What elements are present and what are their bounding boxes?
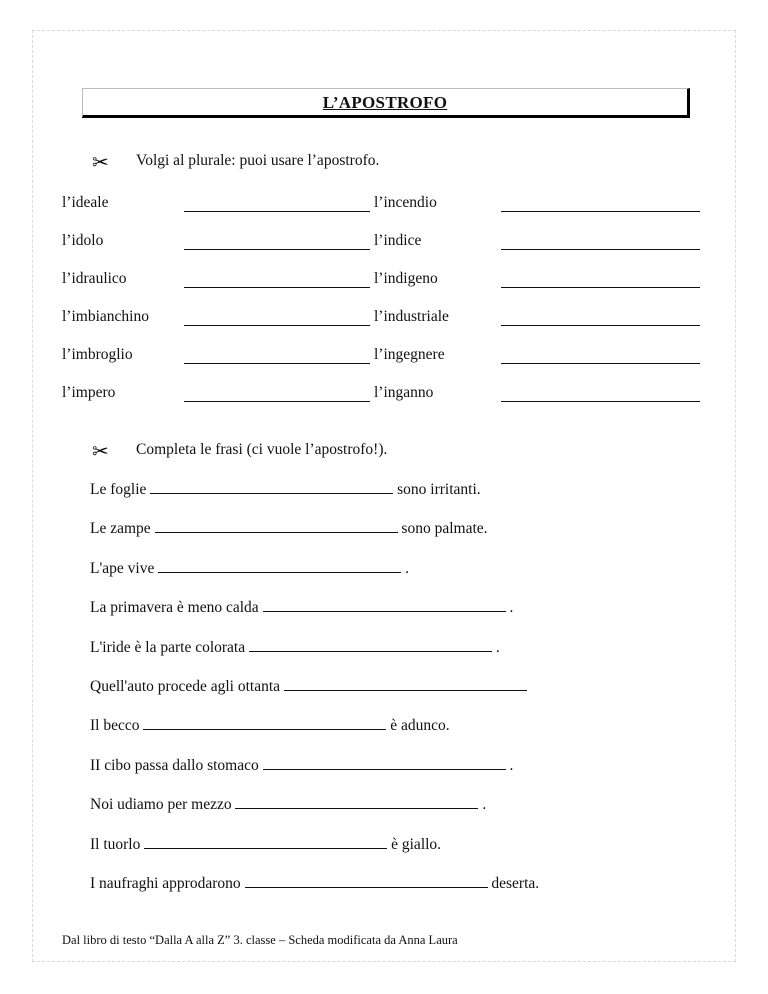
sentence-start: Il tuorlo <box>90 835 141 853</box>
word-right: l’indice <box>374 232 422 249</box>
answer-blank-left[interactable] <box>184 249 370 250</box>
answer-blank[interactable] <box>158 558 401 573</box>
answer-blank[interactable] <box>144 834 387 849</box>
word-left: l’imbroglio <box>62 346 133 363</box>
word-right: l’ingegnere <box>374 346 445 363</box>
exercise2-instruction: Completa le frasi (ci vuole l’apostrofo!). <box>136 441 388 458</box>
answer-blank[interactable] <box>150 479 393 494</box>
word-left: l’idolo <box>62 232 104 249</box>
answer-blank-right[interactable] <box>501 287 700 288</box>
answer-blank-left[interactable] <box>184 211 370 212</box>
answer-blank[interactable] <box>263 755 506 770</box>
sentence-end: . <box>509 599 514 617</box>
scissors-icon: ✂ <box>92 150 109 174</box>
answer-blank-right[interactable] <box>501 211 700 212</box>
sentence-end: . <box>405 559 409 577</box>
answer-blank[interactable] <box>249 637 492 652</box>
answer-blank-right[interactable] <box>501 249 700 250</box>
sentence-row <box>90 755 513 775</box>
word-right: l’incendio <box>374 194 437 211</box>
sentence-end: deserta. <box>491 875 540 892</box>
answer-blank[interactable] <box>155 518 398 533</box>
word-right: l’indigeno <box>374 270 438 287</box>
answer-blank-left[interactable] <box>184 401 370 402</box>
sentence-row <box>90 873 539 893</box>
answer-blank-right[interactable] <box>501 401 700 402</box>
sentence-start: II cibo passa dallo stomaco <box>90 756 259 774</box>
word-right: l’inganno <box>374 384 434 401</box>
sentence-row <box>90 715 450 735</box>
sentence-row <box>90 637 500 657</box>
answer-blank-left[interactable] <box>184 363 370 364</box>
exercise1-instruction: Volgi al plurale: puoi usare l’apostrofo. <box>136 152 380 169</box>
answer-blank[interactable] <box>235 794 478 809</box>
sentence-row <box>90 558 409 578</box>
sentence-end: è adunco. <box>390 717 450 735</box>
sentence-row <box>90 676 527 696</box>
sentence-row <box>90 834 441 854</box>
answer-blank-right[interactable] <box>501 363 700 364</box>
sentence-start: Le zampe <box>90 520 151 538</box>
answer-blank[interactable] <box>284 676 527 691</box>
word-left: l’imbianchino <box>62 308 149 325</box>
sentence-row <box>90 479 481 499</box>
word-left: l’ideale <box>62 194 109 211</box>
sentence-start: Quell'auto procede agli ottanta <box>90 678 281 695</box>
sentence-row <box>90 794 486 814</box>
scissors-icon: ✂ <box>92 439 109 463</box>
sentence-row <box>90 597 513 617</box>
sentence-row <box>90 518 488 538</box>
sentence-start: Il becco <box>90 717 140 735</box>
sentence-end: . <box>495 638 500 656</box>
sentence-end: è giallo. <box>391 835 442 853</box>
sentence-start: La primavera è meno calda <box>90 599 259 617</box>
answer-blank[interactable] <box>263 597 506 612</box>
word-left: l’impero <box>62 384 116 401</box>
answer-blank[interactable] <box>143 715 386 730</box>
word-left: l’idraulico <box>62 270 127 287</box>
answer-blank[interactable] <box>245 873 488 888</box>
title-box <box>82 88 690 118</box>
sentence-start: I naufraghi approdarono <box>90 875 241 892</box>
word-right: l’industriale <box>374 308 449 325</box>
sentence-start: L'ape vive <box>90 559 155 577</box>
answer-blank-right[interactable] <box>501 325 700 326</box>
answer-blank-left[interactable] <box>184 287 370 288</box>
page-title: L’APOSTROFO <box>322 93 448 112</box>
sentence-end: sono palmate. <box>401 520 488 538</box>
answer-blank-left[interactable] <box>184 325 370 326</box>
sentence-end: . <box>509 756 514 774</box>
sentence-start: Noi udiamo per mezzo <box>90 796 232 814</box>
footer-credit: Dal libro di testo “Dalla A alla Z” 3. classe – Scheda modificata da Anna Laura <box>62 933 458 947</box>
sentence-start: L'iride è la parte colorata <box>90 638 246 656</box>
sentence-end: sono irritanti. <box>397 481 481 498</box>
sentence-end: . <box>482 796 487 814</box>
sentence-start: Le foglie <box>90 481 147 498</box>
